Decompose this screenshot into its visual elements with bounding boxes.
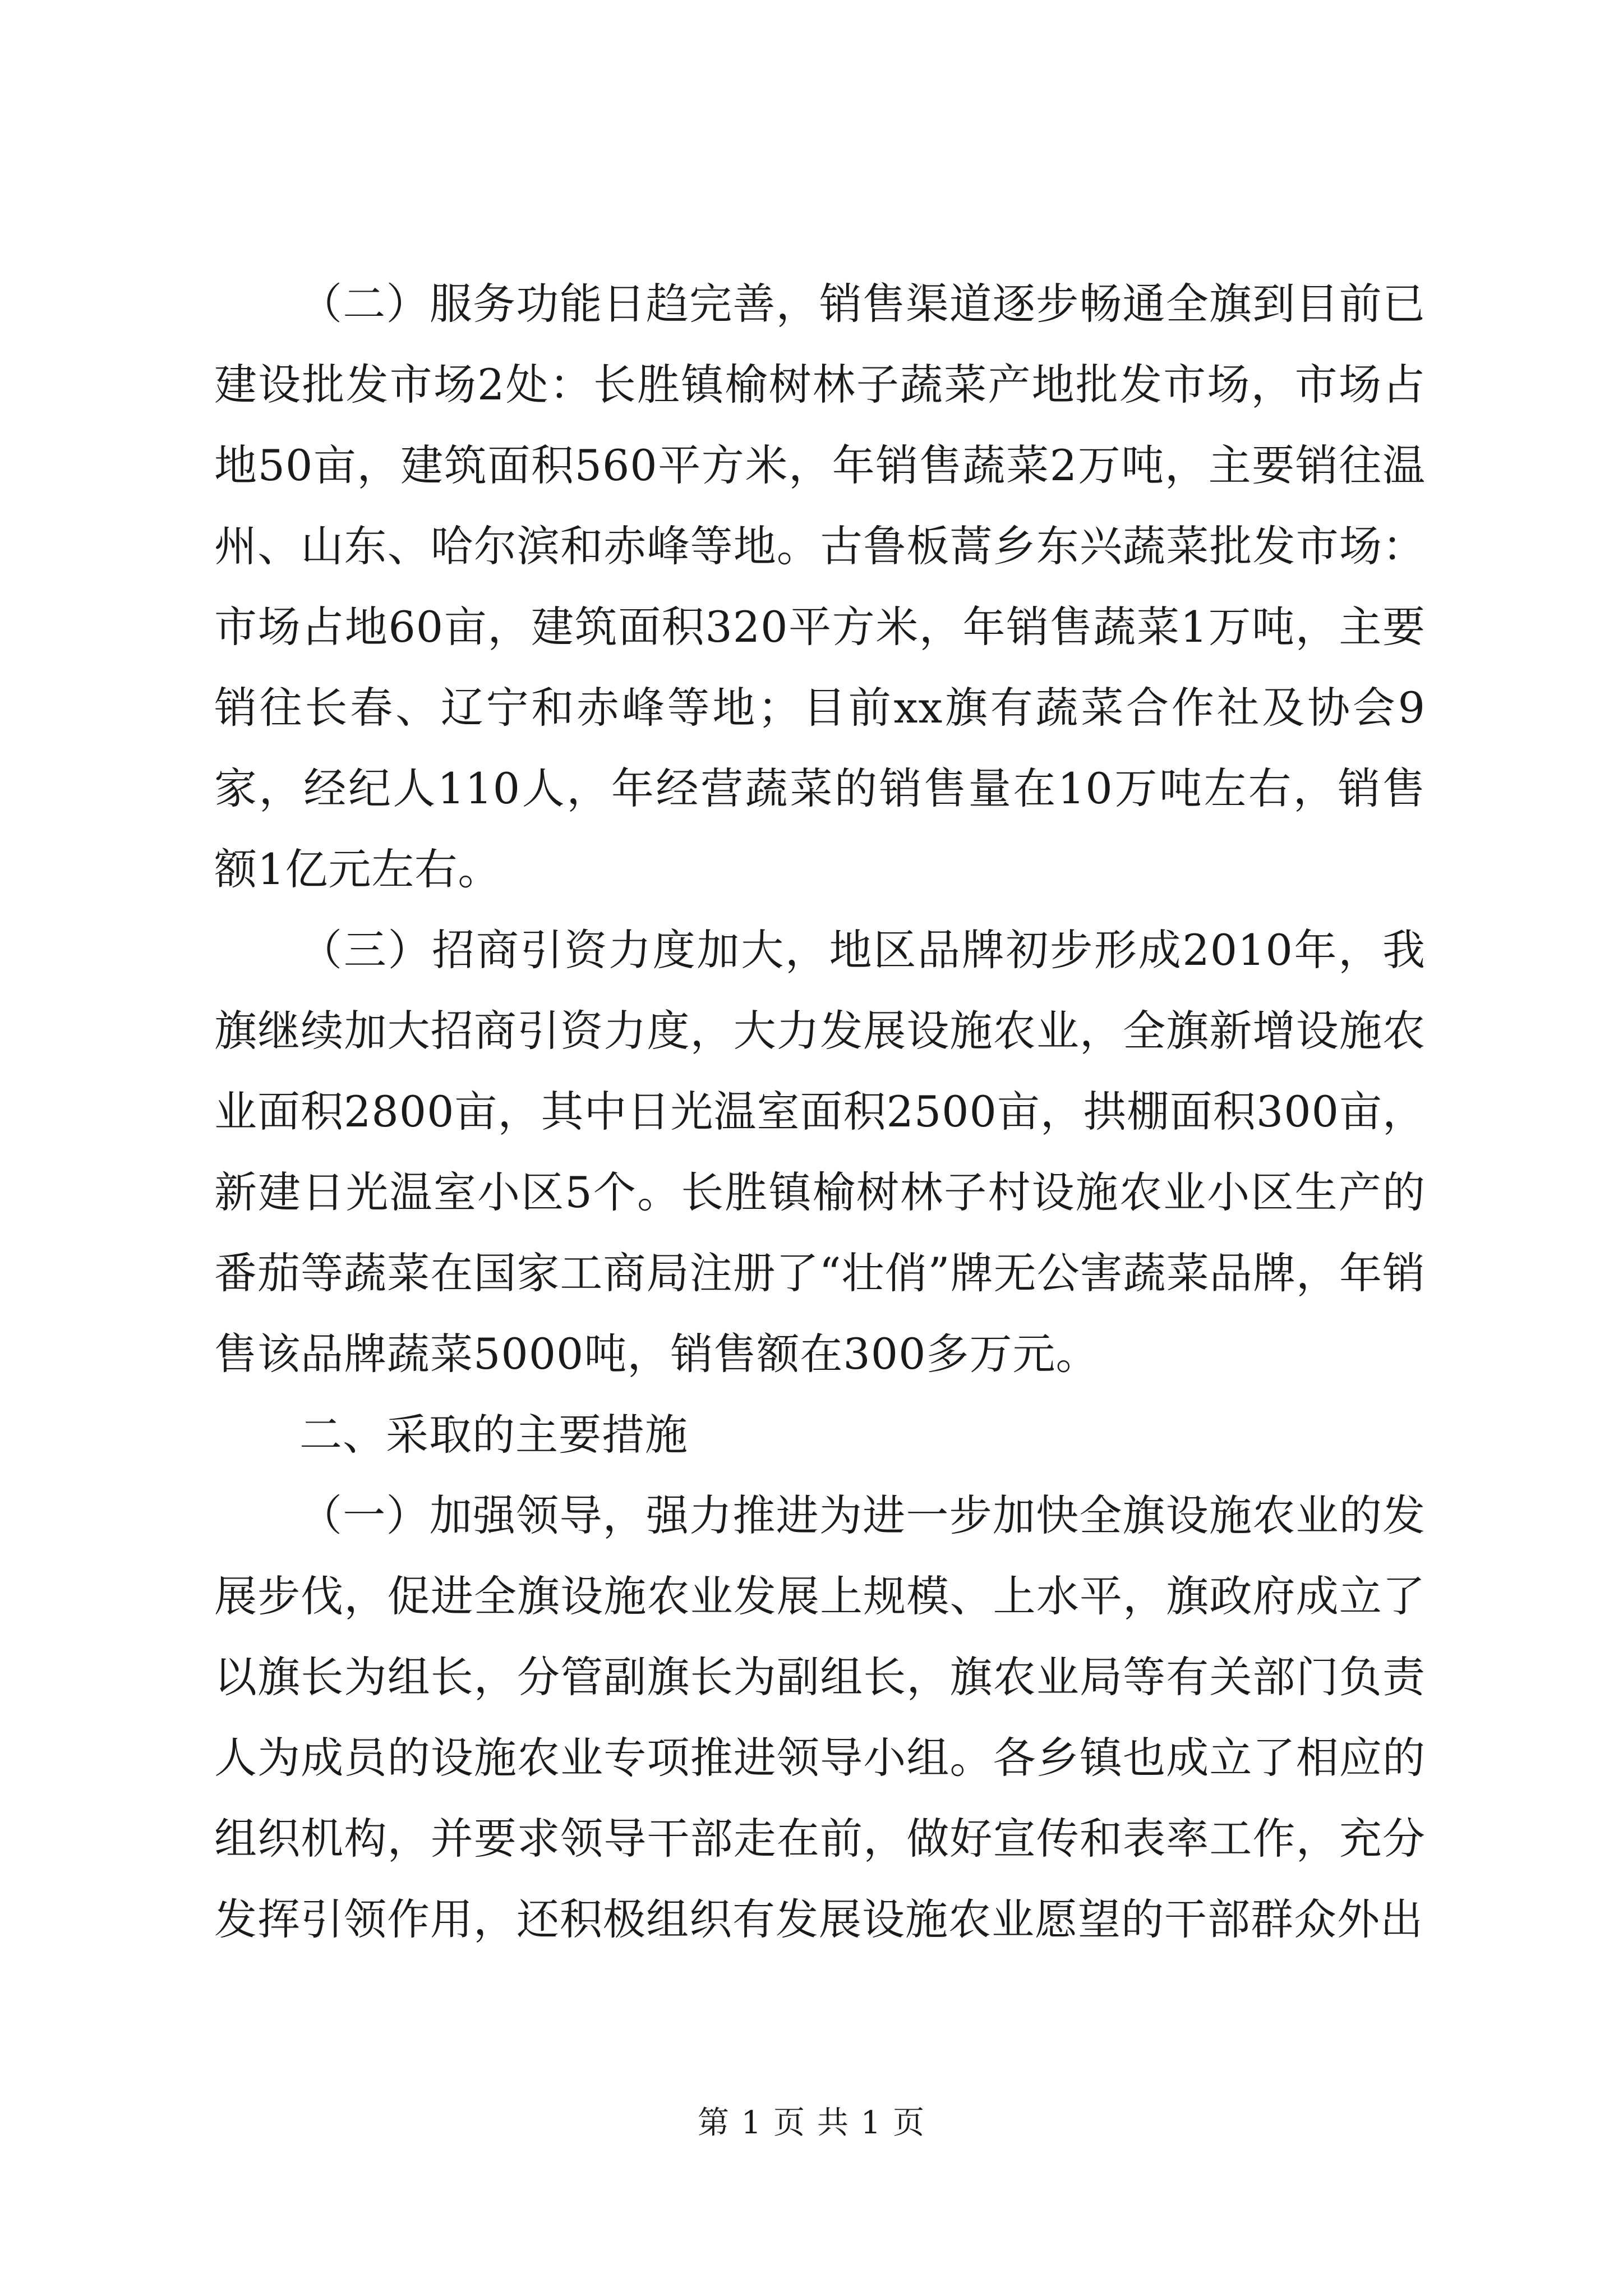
paragraph-service-functions: （二）服务功能日趋完善，销售渠道逐步畅通全旗到目前已建设批发市场2处：长胜镇榆树林子蔬菜产地批发市场，市场占地50亩，建筑面积560平方米，年销售蔬菜2万吨，主要销往温州、山东、哈尔滨和赤峰等地。古鲁板蒿乡东兴蔬菜批发市场：市场占地60亩，建筑面积320平方米，年销售蔬菜1万吨，主要销往长春、辽宁和赤峰等地；目前xx旗有蔬菜合作社及协会9家，经纪人110人，年经营蔬菜的销售量在10万吨左右，销售额1亿元左右。 — [214, 279, 1426, 894]
document-body — [214, 264, 1426, 1960]
page-footer: 第 1 页 共 1 页 — [697, 2105, 926, 2141]
section-heading-main-measures: 二、采取的主要措施 — [299, 1410, 688, 1460]
paragraph-investment-brand: （三）招商引资力度加大，地区品牌初步形成2010年，我旗继续加大招商引资力度，大力发展设施农业，全旗新增设施农业面积2800亩，其中日光温室面积2500亩，拱棚面积300亩，新建日光温室小区5个。长胜镇榆树林子村设施农业小区生产的番茄等蔬菜在国家工商局注册了“壮俏”牌无公害蔬菜品牌，年销售该品牌蔬菜5000吨，销售额在300多万元。 — [214, 925, 1426, 1379]
paragraph-leadership: （一）加强领导，强力推进为进一步加快全旗设施农业的发展步伐，促进全旗设施农业发展上规模、上水平，旗政府成立了以旗长为组长，分管副旗长为副组长，旗农业局等有关部门负责人为成员的设施农业专项推进领导小组。各乡镇也成立了相应的组织机构，并要求领导干部走在前，做好宣传和表率工作，充分发挥引领作用，还积极组织有发展设施农业愿望的干部群众外出 — [214, 1490, 1426, 1944]
